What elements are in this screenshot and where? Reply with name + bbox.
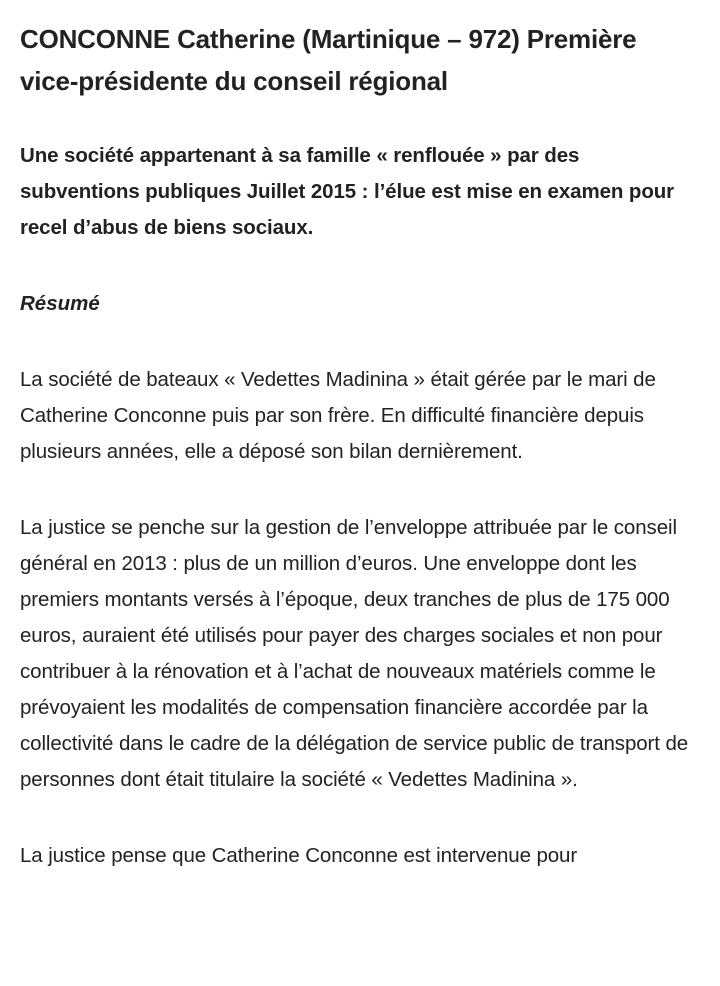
resume-heading: Résumé <box>20 292 100 315</box>
article-paragraph: La justice se penche sur la gestion de l’enveloppe attribuée par le conseil général en 2013 : plus de un million d’euros. Une enveloppe dont les premiers montants versés à l’époque, deux tranches de plus de 175 000 euros, auraient été utilisés pour payer des charges sociales et non pour contribuer à la rénovation et à l’achat de nouveaux matériels comme le prévoyaient les modalités de compensation financière accordée par la collectivité dans le cadre de la délégation de service public de transport de personnes dont était titulaire la société « Vedettes Madinina ». <box>20 516 689 791</box>
article-lead: Une société appartenant à sa famille « renflouée » par des subventions publiques Juillet 2015 : l’élue est mise en examen pour recel d’abus de biens sociaux. <box>20 144 675 239</box>
article-paragraph: La justice pense que Catherine Conconne est intervenue pour <box>20 844 578 867</box>
article-title: CONCONNE Catherine (Martinique – 972) Première vice-présidente du conseil régional <box>20 24 637 96</box>
article-paragraph: La société de bateaux « Vedettes Madinina » était gérée par le mari de Catherine Conconne puis par son frère. En difficulté financière depuis plusieurs années, elle a déposé son bilan dernièrement. <box>20 368 656 463</box>
